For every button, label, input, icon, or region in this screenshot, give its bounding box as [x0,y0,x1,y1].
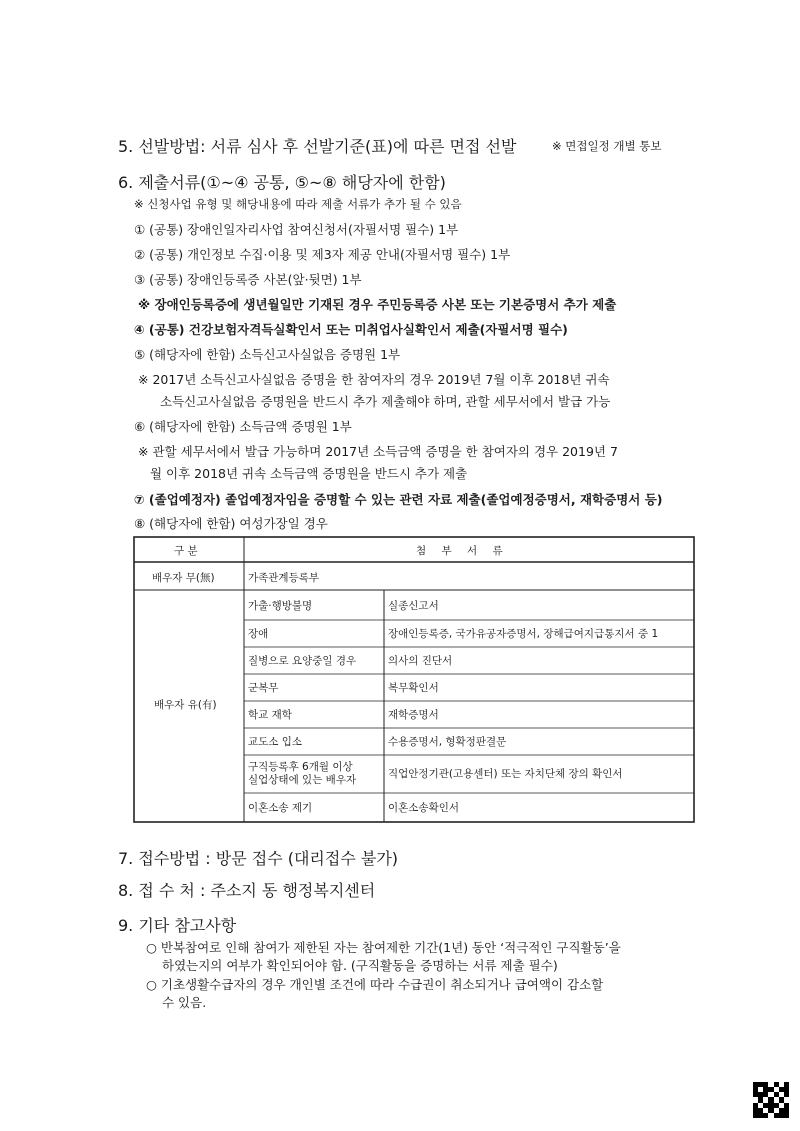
table-row-value: 실종신고서 [388,600,439,612]
doc-item-5: ⑤ (해당자에 한함) 소득신고사실없음 증명원 1부 [134,347,401,362]
doc-item-6-note-line2: 월 이후 2018년 귀속 소득금액 증명원을 반드시 추가 제출 [150,466,468,481]
note-item-2-line2: 수 있음. [162,995,207,1010]
table-row-value: 재학증명서 [388,709,439,721]
note-item-1-line1: ○ 반복참여로 인해 참여가 제한된 자는 참여제한 기간(1년) 동안 ‘적극적인 구직활동’을 [146,940,621,955]
doc-item-5-note-line1: ※ 2017년 소득신고사실없음 증명을 한 참여자의 경우 2019년 7월 이후 2018년 귀속 [138,372,610,387]
doc-item-6: ⑥ (해당자에 한함) 소득금액 증명원 1부 [134,419,352,434]
doc-item-7: ⑦ (졸업예정자) 졸업예정자임을 증명할 수 있는 관련 자료 제출(졸업예정증명서, 재학증명서 등) [134,492,663,507]
table-row-value: 수용증명서, 형확정판결문 [388,736,507,748]
doc-item-4: ④ (공통) 건강보험자격득실확인서 또는 미취업사실확인서 제출(자필서명 필수) [134,322,568,337]
table-row-key: 장애 [248,628,269,640]
table-row-key: 가출·행방불명 [248,600,313,612]
table-row-key: 이혼소송 제기 [248,802,313,814]
section-7-heading: 7. 접수방법 : 방문 접수 (대리접수 불가) [118,849,399,868]
table-row-value: 이혼소송확인서 [388,802,460,814]
table-cell-no-spouse: 배우자 무(無) [152,572,215,584]
doc-item-8: ⑧ (해당자에 한함) 여성가장일 경우 [134,516,328,531]
table-row-key-line2: 실업상태에 있는 배우자 [248,774,357,786]
table-cell-family-register: 가족관계등록부 [248,572,320,584]
doc-item-5-note-line2: 소득신고사실없음 증명원을 반드시 추가 제출해야 하며, 관할 세무서에서 발급 가능 [160,394,611,409]
section-9-heading: 9. 기타 참고사항 [118,916,237,935]
table-row-key: 교도소 입소 [248,736,303,748]
doc-item-2: ② (공통) 개인정보 수집·이용 및 제3자 제공 안내(자필서명 필수) 1부 [134,247,511,262]
table-cell-with-spouse: 배우자 유(有) [154,699,217,711]
doc-item-1: ① (공통) 장애인일자리사업 참여신청서(자필서명 필수) 1부 [134,222,459,237]
section-5-note: ※ 면접일정 개별 통보 [552,139,662,153]
note-item-2-line1: ○ 기초생활수급자의 경우 개인별 조건에 따라 수급권이 취소되거나 급여액이 감소할 [146,977,604,992]
table-row-key: 질병으로 요양중일 경우 [248,655,357,667]
table-row-value: 의사의 진단서 [388,655,453,667]
doc-item-3-note: ※ 장애인등록증에 생년월일만 기재된 경우 주민등록증 사본 또는 기본증명서 추가 제출 [138,297,617,312]
note-item-1-line2: 하였는지의 여부가 확인되어야 함. (구직활동을 증명하는 서류 제출 필수) [162,958,558,973]
table-row-value: 직업안정기관(고용센터) 또는 자치단체 장의 확인서 [388,768,623,780]
section-6-note: ※ 신청사업 유형 및 해당내용에 따라 제출 서류가 추가 될 수 있음 [134,197,462,211]
table-row-value: 복무확인서 [388,682,439,694]
section-6-heading: 6. 제출서류(①~④ 공통, ⑤~⑧ 해당자에 한함) [118,173,446,192]
doc-item-3: ③ (공통) 장애인등록증 사본(앞·뒷면) 1부 [134,272,362,287]
table-header-category: 구 분 [174,545,198,557]
qr-code-icon [753,1082,789,1118]
table-row-key: 학교 재학 [248,709,292,721]
table-header-documents: 첨 부 서 류 [416,545,509,557]
section-5-heading: 5. 선발방법: 서류 심사 후 선발기준(표)에 따른 면접 선발 [118,137,517,156]
doc-item-6-note-line1: ※ 관할 세무서에서 발급 가능하며 2017년 소득금액 증명을 한 참여자의 경우 2019년 7 [138,444,618,459]
section-8-heading: 8. 접 수 처 : 주소지 동 행정복지센터 [118,881,376,900]
table-row-value: 장애인등록증, 국가유공자증명서, 장해급여지급통지서 중 1 [388,628,659,640]
table-row-key: 군복무 [248,682,279,694]
table-row-key: 구직등록후 6개월 이상 [248,761,353,773]
